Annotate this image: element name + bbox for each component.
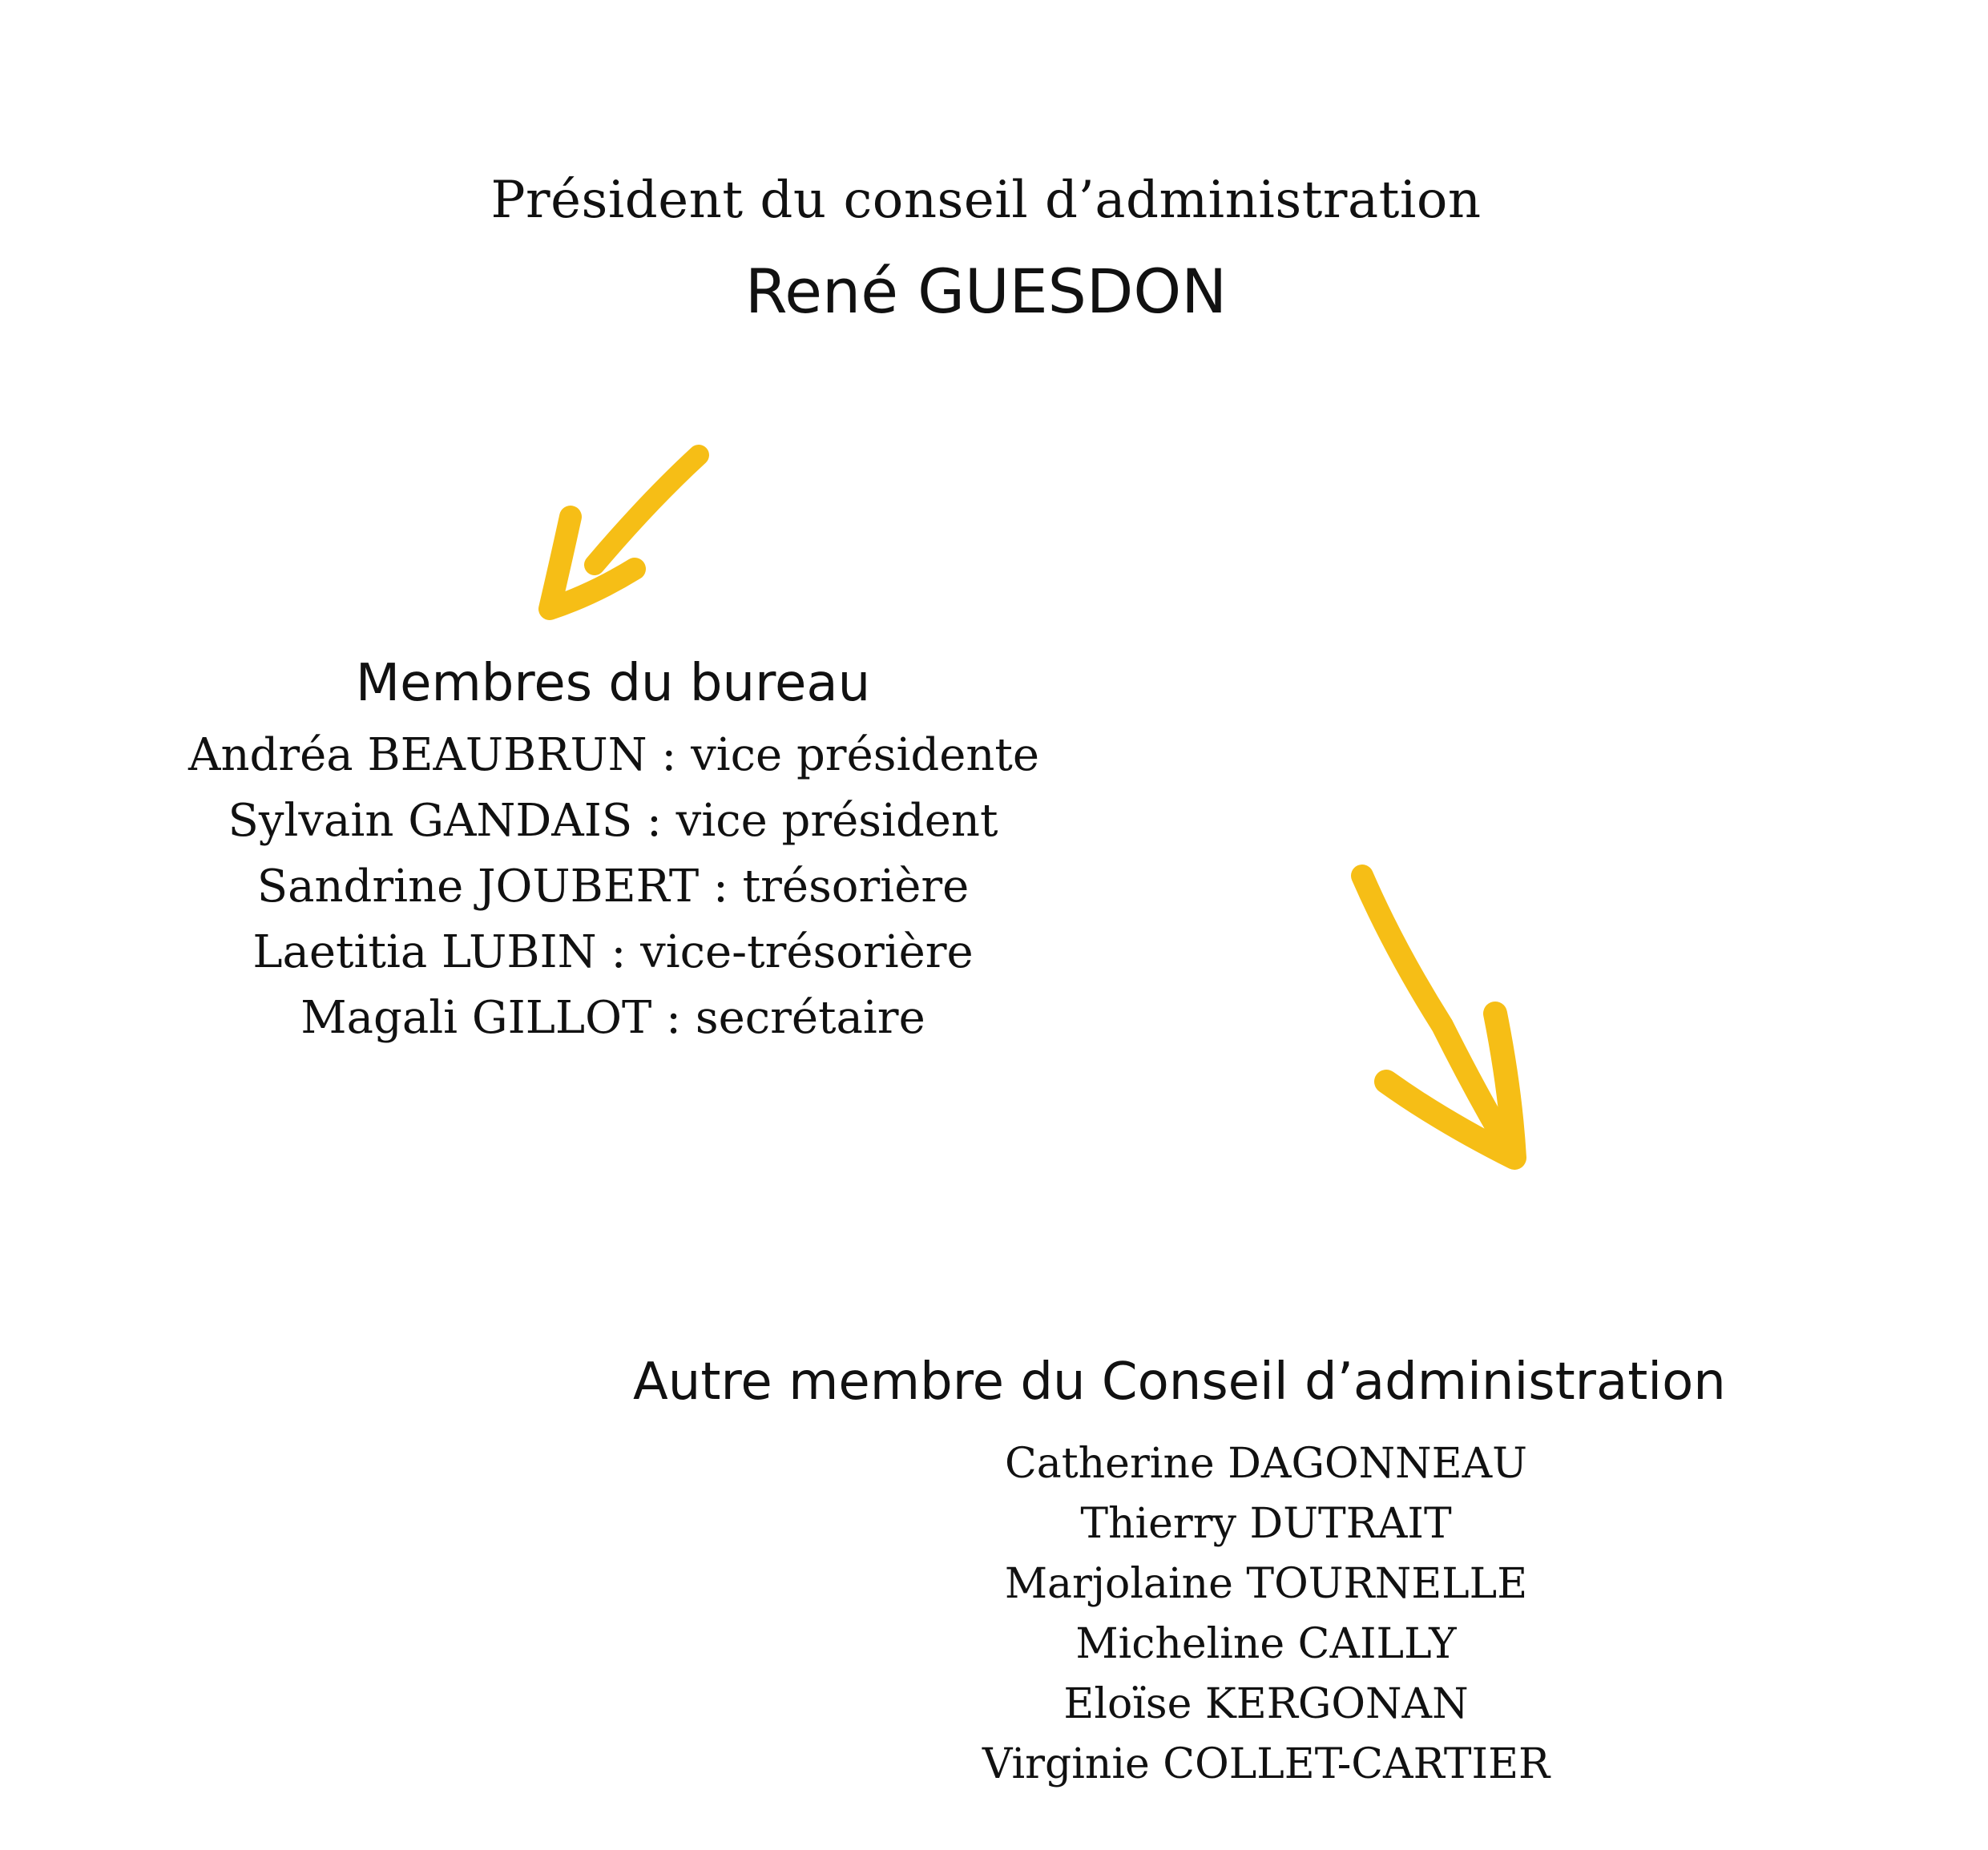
bureau-member: Andréa BEAUBRUN : vice présidente [188,729,1040,781]
conseil-member: Micheline CAILLY [1075,1620,1457,1668]
bureau-block [188,649,1038,1051]
bureau-member: Sylvain GANDAIS : vice président [228,795,998,847]
conseil-member: Thierry DUTRAIT [1080,1500,1452,1548]
bureau-heading: Membres du bureau [355,654,871,713]
bureau-member: Laetitia LUBIN : vice-trésorière [252,926,974,978]
conseil-member: Marjolaine TOURNELLE [1004,1560,1528,1608]
conseil-member: Catherine DAGONNEAU [1005,1440,1527,1488]
conseil-member: Eloïse KERGONAN [1063,1680,1469,1728]
president-title: Président du conseil d’administration [490,171,1482,230]
arrow-down-right-shape [1362,876,1514,1158]
bureau-member: Magali GILLOT : secrétaire [300,992,925,1044]
president-name: René GUESDON [744,256,1228,327]
conseil-member: Virginie COLLET-CARTIER [982,1740,1550,1788]
bureau-member: Sandrine JOUBERT : trésorière [256,861,970,913]
conseil-members-list [921,1434,1611,1795]
conseil-heading: Autre membre du Conseil d’administration [633,1352,1726,1412]
